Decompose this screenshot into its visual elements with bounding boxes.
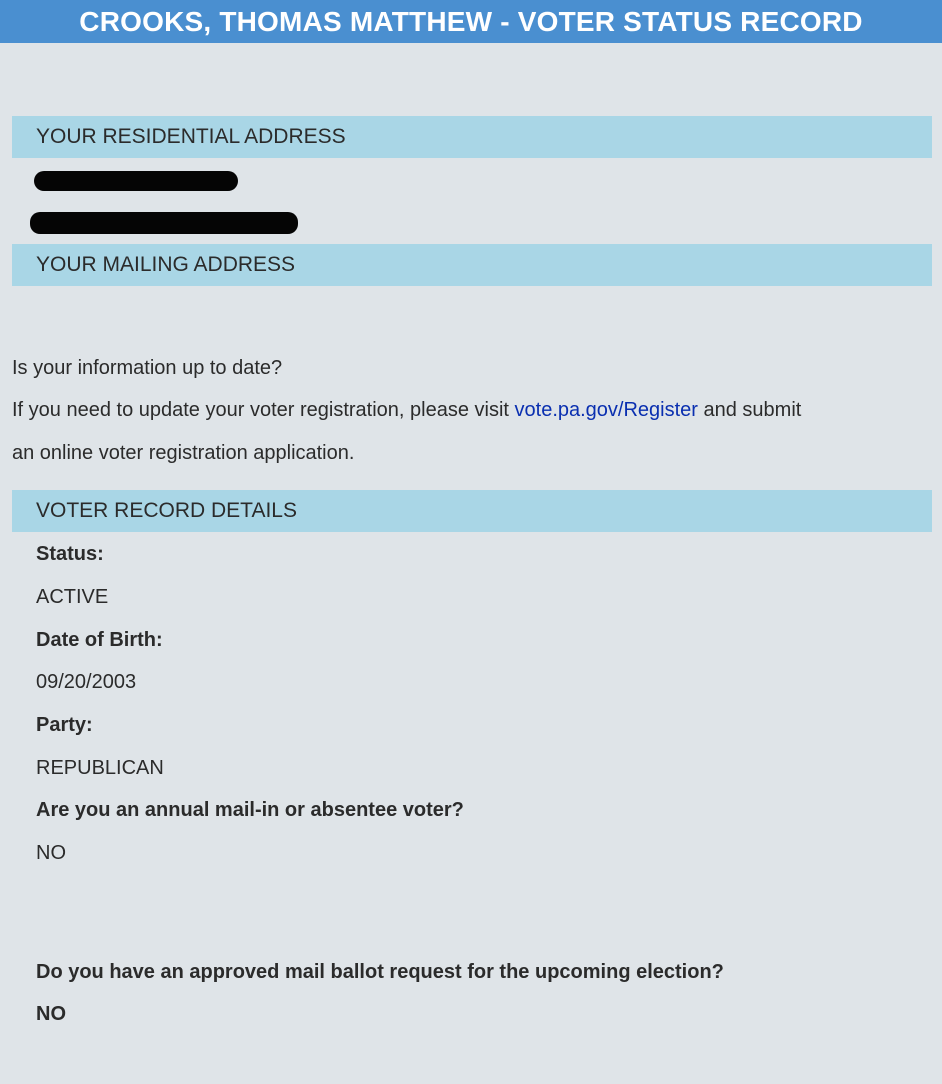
update-instructions-after-link: and submit (697, 399, 802, 421)
dob-value: 09/20/2003 (36, 671, 137, 693)
redacted-address-line-1 (34, 171, 238, 191)
mail-ballot-label: Do you have an approved mail ballot request for the upcoming election? (36, 961, 724, 983)
party-value: REPUBLICAN (36, 757, 164, 779)
redacted-address-line-2 (30, 212, 298, 234)
mailing-address-header: YOUR MAILING ADDRESS (12, 244, 932, 286)
residential-address-header: YOUR RESIDENTIAL ADDRESS (12, 116, 932, 158)
voter-record-details-header: VOTER RECORD DETAILS (12, 490, 932, 532)
update-instructions-line-2: an online voter registration application. (12, 442, 355, 464)
update-instructions-line-1 (12, 398, 801, 422)
register-link[interactable]: vote.pa.gov/Register (514, 399, 698, 421)
party-label: Party: (36, 714, 93, 736)
mail-ballot-value: NO (36, 1003, 66, 1025)
dob-label: Date of Birth: (36, 629, 163, 651)
status-label: Status: (36, 543, 104, 565)
absentee-label: Are you an annual mail-in or absentee voter? (36, 799, 464, 821)
update-instructions-before-link: If you need to update your voter registration, please visit (12, 399, 515, 421)
page-title: CROOKS, THOMAS MATTHEW - VOTER STATUS RECORD (0, 0, 942, 43)
status-value: ACTIVE (36, 586, 109, 608)
absentee-value: NO (36, 842, 66, 864)
update-question: Is your information up to date? (12, 357, 283, 379)
